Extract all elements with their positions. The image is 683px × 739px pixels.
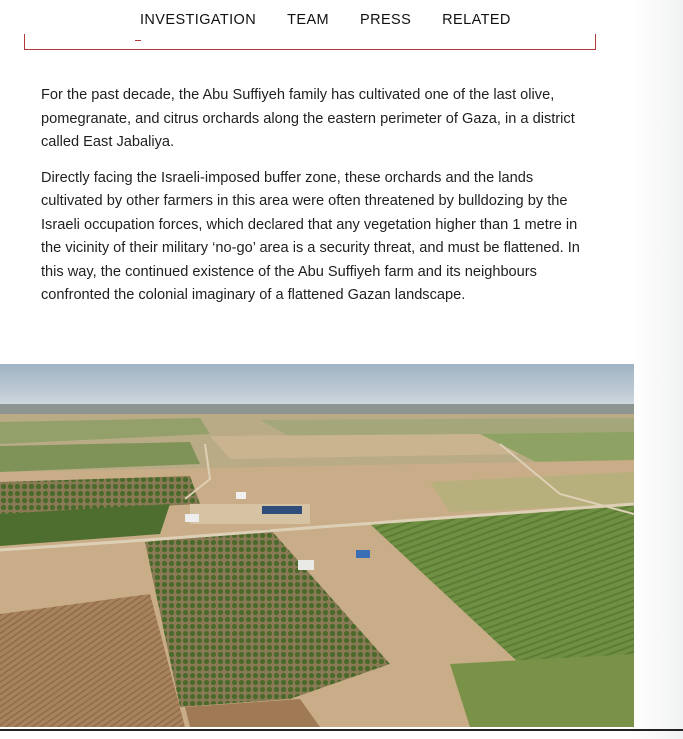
nav-related[interactable]: RELATED — [442, 12, 511, 28]
nav-underline-frame — [24, 34, 596, 50]
article-body — [41, 84, 586, 320]
nav-active-indicator — [135, 40, 141, 41]
bottom-rule — [0, 729, 683, 731]
front-right-field — [450, 654, 634, 727]
aerial-farm-photo — [0, 364, 634, 727]
article-paragraph: For the past decade, the Abu Suffiyeh family has cultivated one of the last olive, pomegranate, and citrus orchards along the eastern perimeter of Gaza, in a district called East Jabaliya. — [41, 87, 575, 150]
building — [298, 560, 314, 570]
nav-investigation[interactable]: INVESTIGATION — [140, 12, 257, 28]
nav-team[interactable]: TEAM — [287, 12, 329, 28]
page-edge-shade — [633, 0, 683, 739]
building — [236, 492, 246, 499]
article-paragraph: Directly facing the Israeli-imposed buffer zone, these orchards and the lands cultivated by other farmers in this area were often threatened by bulldozing by the Israeli occupation forces, which declared that any vegetation higher than 1 metre in the vicinity of their military ‘no-go’ area is a security threat, and must be flattened. In this way, the continued existence of the Abu Suffiyeh farm and its neighbours confronted the colonial imaginary of a flattened Gazan landscape. — [41, 169, 580, 303]
building — [185, 514, 199, 522]
top-navigation — [140, 12, 511, 28]
nav-press[interactable]: PRESS — [360, 12, 412, 28]
blue-tarp — [356, 550, 370, 558]
solar-panels — [262, 506, 302, 514]
